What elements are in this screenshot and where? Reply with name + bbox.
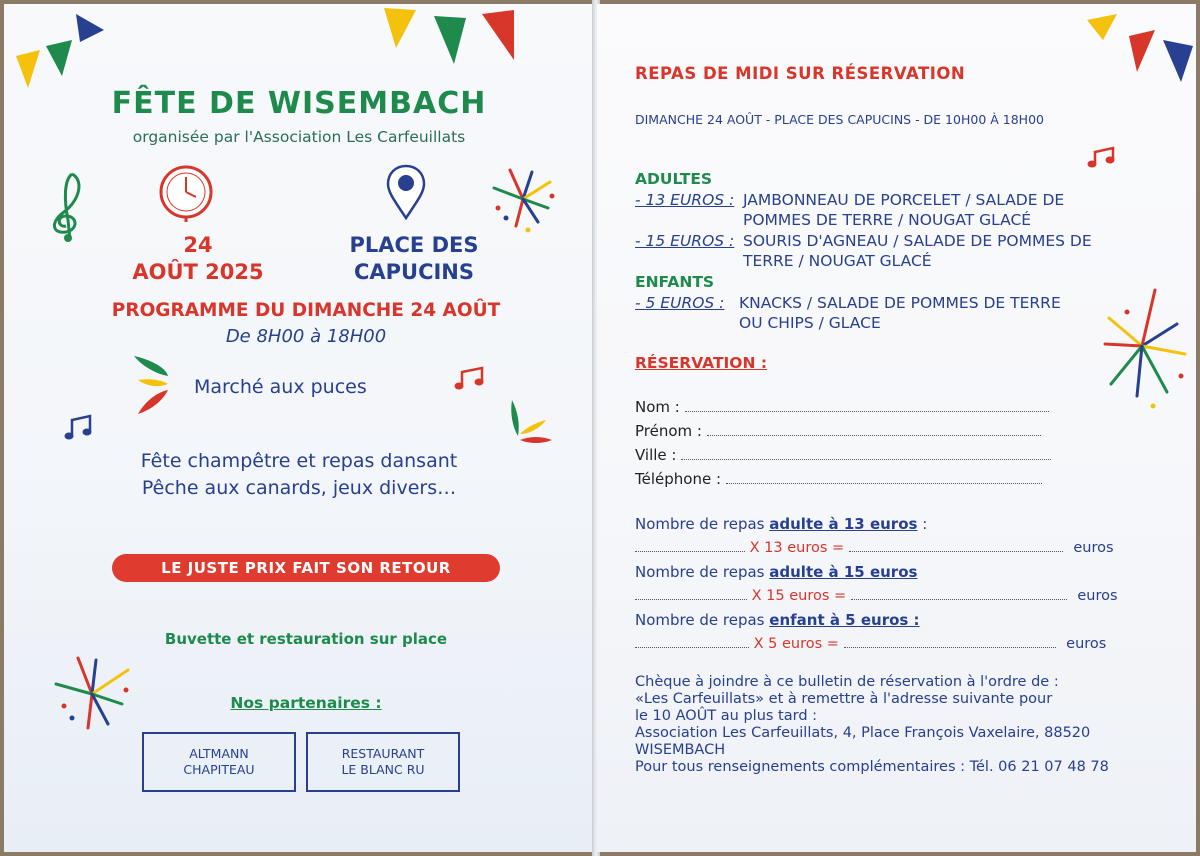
programme-hours: De 8H00 à 18H00 <box>225 326 387 347</box>
cheque-line-4: Association Les Carfeuillats, 4, Place François Vaxelaire, 88520 <box>635 725 1091 741</box>
partner-restaurant-line2: LE BLANC RU <box>341 762 425 777</box>
calc-15-multiplier: X 15 euros <box>751 588 830 604</box>
field-prenom-blank[interactable] <box>707 425 1041 436</box>
nb-adulte-13-bold: adulte à 13 euros <box>769 515 918 533</box>
event-organizer: organisée par l'Association Les Carfeuillats <box>132 128 466 146</box>
partner-altmann-line1: ALTMANN <box>189 746 249 761</box>
payment-instructions <box>635 674 1109 776</box>
nb-adulte-15 <box>635 563 917 581</box>
partner-restaurant-line1: RESTAURANT <box>341 746 425 761</box>
field-nom-blank[interactable] <box>685 401 1049 412</box>
menu-15-line1: SOURIS D'AGNEAU / SALADE DE POMMES DE <box>743 232 1092 250</box>
field-ville-label: Ville : <box>635 446 677 464</box>
calc-13-qty[interactable] <box>635 541 745 552</box>
repas-heading: REPAS DE MIDI SUR RÉSERVATION <box>635 64 966 83</box>
event-title: FÊTE DE WISEMBACH <box>111 86 487 121</box>
calc-row-13[interactable] <box>635 540 1155 556</box>
adultes-label: ADULTES <box>635 170 713 188</box>
calc-5-total[interactable] <box>844 637 1056 648</box>
treble-clef-icon <box>42 170 92 240</box>
event-place <box>314 232 514 286</box>
clock-icon <box>158 164 214 220</box>
menu-15-line2: TERRE / NOUGAT GLACÉ <box>743 252 932 270</box>
activity-marche: Marché aux puces <box>194 376 367 398</box>
calc-15-qty[interactable] <box>635 589 747 600</box>
activity-peche: Pêche aux canards, jeux divers… <box>141 477 457 499</box>
menu-5-euros <box>635 293 1061 333</box>
field-telephone[interactable] <box>635 470 1042 488</box>
nb-adulte-13-prefix: Nombre de repas <box>635 515 765 533</box>
menu-15-euros <box>635 231 1092 271</box>
field-telephone-label: Téléphone : <box>635 470 722 488</box>
leaf-spray-decoration-right <box>506 398 554 448</box>
field-nom[interactable] <box>635 398 1049 416</box>
music-notes-icon-blue <box>64 414 94 442</box>
calc-15-equals: = <box>834 588 847 604</box>
calc-15-total[interactable] <box>851 589 1067 600</box>
partner-restaurant <box>306 732 460 792</box>
calc-5-unit: euros <box>1066 636 1107 652</box>
music-notes-icon-right <box>1087 146 1119 170</box>
menu-13-euros <box>635 190 1064 230</box>
menu-13-line2: POMMES DE TERRE / NOUGAT GLACÉ <box>743 211 1032 229</box>
menu-13-price: - 13 EUROS : <box>635 191 735 209</box>
bunting-flags-right <box>1085 4 1196 84</box>
repas-subheading: DIMANCHE 24 AOÛT - PLACE DES CAPUCINS - DE 10H00 À 18H00 <box>635 112 1044 127</box>
nb-adulte-13 <box>635 515 927 533</box>
event-place-line2: CAPUCINS <box>353 260 475 284</box>
calc-row-5[interactable] <box>635 636 1155 652</box>
partners-heading: Nos partenaires : <box>230 694 382 712</box>
field-telephone-blank[interactable] <box>726 473 1042 484</box>
nb-enfant-5-bold: enfant à 5 euros : <box>769 611 920 629</box>
buvette-text: Buvette et restauration sur place <box>164 630 448 648</box>
calc-5-multiplier: X 5 euros <box>753 636 823 652</box>
field-nom-label: Nom : <box>635 398 680 416</box>
leaf-spray-decoration <box>132 352 172 418</box>
cheque-line-6: Pour tous renseignements complémentaires : Tél. 06 21 07 48 78 <box>635 759 1109 775</box>
flyer-right-page <box>597 4 1196 852</box>
cheque-line-2: «Les Carfeuillats» et à remettre à l'adresse suivante pour <box>635 691 1053 707</box>
firework-icon-right <box>1097 288 1187 408</box>
menu-13-line1: JAMBONNEAU DE PORCELET / SALADE DE <box>743 191 1065 209</box>
bunting-flags-left <box>4 4 594 84</box>
menu-5-line2: OU CHIPS / GLACE <box>739 314 881 332</box>
music-notes-icon <box>454 366 488 392</box>
reservation-heading: RÉSERVATION : <box>635 354 768 372</box>
partner-altmann <box>142 732 296 792</box>
nb-adulte-15-prefix: Nombre de repas <box>635 563 765 581</box>
cheque-line-1: Chèque à joindre à ce bulletin de réservation à l'ordre de : <box>635 674 1059 690</box>
activities-list <box>4 448 594 502</box>
event-place-line1: PLACE DES <box>349 233 479 257</box>
field-ville-blank[interactable] <box>681 449 1051 460</box>
event-date-day: 24 <box>183 233 213 257</box>
enfants-label: ENFANTS <box>635 273 715 291</box>
event-date-month-year: AOÛT 2025 <box>132 260 264 284</box>
partner-altmann-line2: CHAPITEAU <box>183 762 255 777</box>
calc-13-equals: = <box>832 540 845 556</box>
cheque-line-3: le 10 AOÛT au plus tard : <box>635 708 818 724</box>
calc-5-equals: = <box>826 636 839 652</box>
field-ville[interactable] <box>635 446 1051 464</box>
nb-adulte-13-suffix: : <box>917 515 928 533</box>
nb-adulte-15-bold: adulte à 15 euros <box>769 563 918 581</box>
location-pin-icon <box>386 164 426 220</box>
calc-15-unit: euros <box>1077 588 1118 604</box>
calc-5-qty[interactable] <box>635 637 749 648</box>
firework-icon <box>488 164 558 234</box>
nb-enfant-5 <box>635 611 920 629</box>
flyer-left-page <box>4 4 594 852</box>
field-prenom[interactable] <box>635 422 1041 440</box>
cheque-line-5: WISEMBACH <box>635 742 726 758</box>
menu-15-price: - 15 EUROS : <box>635 232 735 250</box>
calc-13-total[interactable] <box>849 541 1063 552</box>
event-date <box>98 232 298 286</box>
calc-row-15[interactable] <box>635 588 1155 604</box>
nb-enfant-5-prefix: Nombre de repas <box>635 611 765 629</box>
calc-13-multiplier: X 13 euros <box>749 540 828 556</box>
menu-5-line1: KNACKS / SALADE DE POMMES DE TERRE <box>739 294 1061 312</box>
menu-5-price: - 5 EUROS : <box>635 294 725 312</box>
calc-13-unit: euros <box>1073 540 1114 556</box>
programme-heading: PROGRAMME DU DIMANCHE 24 AOÛT <box>111 300 501 321</box>
juste-prix-banner: LE JUSTE PRIX FAIT SON RETOUR <box>112 554 500 582</box>
activity-fete: Fête champêtre et repas dansant <box>140 450 458 472</box>
field-prenom-label: Prénom : <box>635 422 702 440</box>
